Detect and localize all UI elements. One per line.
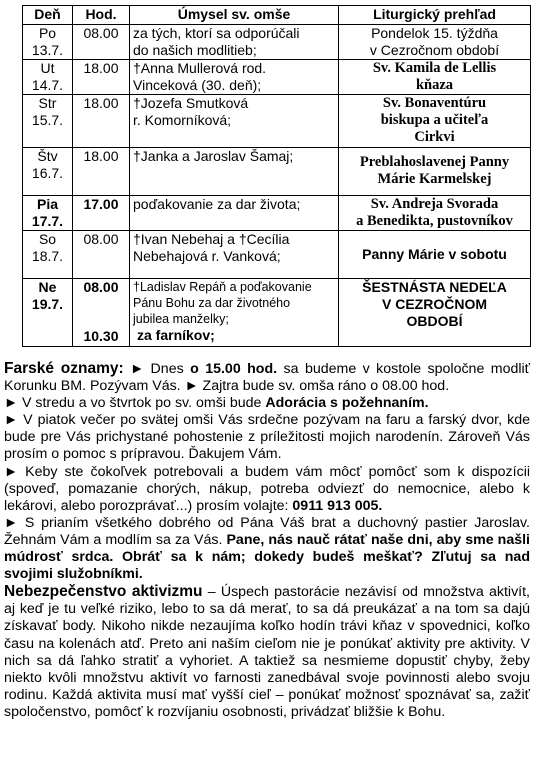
announcements-section xyxy=(4,360,530,721)
article-paragraph xyxy=(4,583,530,721)
liturgy-cell: Sv. Kamila de Lellis kňaza xyxy=(339,60,531,95)
text-span: ► Dnes xyxy=(123,361,191,377)
text-span: Adorácia s požehnaním. xyxy=(265,395,429,412)
table-row xyxy=(23,231,531,279)
liturgy-cell: Sv. Bonaventúru biskupa a učiteľa Cirkvi xyxy=(339,95,531,148)
intent-second: za farníkov; xyxy=(137,327,215,343)
header-day: Deň xyxy=(23,6,73,25)
liturgy-cell: Pondelok 15. týždňa v Cezročnom období xyxy=(339,25,531,60)
text-span: Pane, nás nauč rátať naše dni, aby sme našli múdrosť srdca. Obráť sa k nám; dokedy budeš meškať? Zľutuj sa nad svojimi služobníkmi. xyxy=(4,531,530,583)
intent-first: †Ladislav Repáň a poďakovanie Pánu Bohu za dar životného jubilea manželky; xyxy=(133,280,312,326)
announcement-p1 xyxy=(4,360,530,395)
mass-schedule-table xyxy=(22,5,531,347)
hour-cell: 17.00 xyxy=(73,196,130,231)
hour-cell xyxy=(73,279,130,347)
day-cell: Po 13.7. xyxy=(23,25,73,60)
hour-cell: 08.00 xyxy=(73,25,130,60)
liturgy-cell: Preblahoslavenej Panny Márie Karmelskej xyxy=(339,148,531,196)
table-row xyxy=(23,95,531,148)
day-cell: Ut 14.7. xyxy=(23,60,73,95)
text-span: ► V stredu a vo štvrtok po sv. omši bude xyxy=(4,395,266,412)
intent-cell: †Ivan Nebehaj a †Cecília Nebehajová r. Vanková; xyxy=(130,231,339,279)
hour-cell: 18.00 xyxy=(73,95,130,148)
table-row xyxy=(23,279,531,347)
announcement-p2 xyxy=(4,395,530,412)
announcement-p4 xyxy=(4,464,530,515)
text-span: ► Keby ste čokoľvek potrebovali a budem vám môcť pomôcť som k dispozícii (spoveď, pomazanie chorých, nákup, potreba odviezť do nemocnice, alebo k lekárovi, alebo porozprávať...) prosím volajte: xyxy=(4,463,530,514)
table-header-row xyxy=(23,6,531,25)
header-hour: Hod. xyxy=(73,6,130,25)
announcements-heading: Farské oznamy: xyxy=(4,360,124,377)
intent-cell: poďakovanie za dar života; xyxy=(130,196,339,231)
liturgy-cell: Sv. Andreja Svorada a Benedikta, pustovníkov xyxy=(339,196,531,231)
text-span: o 15.00 hod. xyxy=(190,361,278,377)
intent-cell: za tých, ktorí sa odporúčali do našich modlitieb; xyxy=(130,25,339,60)
article-heading: Nebezpečenstvo aktivizmu xyxy=(4,583,203,601)
day-cell: So 18.7. xyxy=(23,231,73,279)
table-row xyxy=(23,25,531,60)
day-cell: Štv 16.7. xyxy=(23,148,73,196)
liturgy-cell: Panny Márie v sobotu xyxy=(339,231,531,279)
text-span: – Úspech pastorácie nezávisí od množstva aktivít, aj keď je tu veľké riziko, lebo to sa dá merať, to sa dá preukázať a na tom sa dajú získavať body. Nikoho nikde nezaujíma koľko hodín trávi kňaz v spovednici, koľko času na kolenách atď. Preto ani naším cieľom nie je ponúkať aktivity pre aktivity. V nich sa dá ľahko stratiť a vyhoriet. A taktiež sa nesmieme dopustiť chyby, žeby niekto kvôli množstvu aktivít vo farnosti zanedbával svoje povinnosti alebo svoju rodinu. Každá aktivita musí mať vyšší cieľ – ponúkať možnosť spoznávať sa, zažiť spoločenstvo, pomôcť k rozvíjaniu osobnosti, privádzať bližšie k Bohu. xyxy=(4,584,530,720)
day-cell: Pia 17.7. xyxy=(23,196,73,231)
intent-cell: †Jozefa Smutková r. Komorníková; xyxy=(130,95,339,148)
text-span: ► S prianím všetkého dobrého od Pána Váš brat a duchovný pastier Jaroslav. Žehnám Vám a modlím sa za Vás. xyxy=(4,514,530,548)
hour-cell: 08.00 xyxy=(73,231,130,279)
intent-cell: †Janka a Jaroslav Šamaj; xyxy=(130,148,339,196)
day-cell: Str 15.7. xyxy=(23,95,73,148)
hour-second: 10.30 xyxy=(83,328,119,344)
intent-cell: †Anna Mullerová rod. Vinceková (30. deň); xyxy=(130,60,339,95)
announcement-p3: ► V piatok večer po svätej omši Vás srdečne pozývam na faru a farský dvor, kde bude pre Vás prichystané pohostenie z príležitosti mojich narodenín. Zároveň Vás prosím o pomoc s prípravou. Ďakujem Vám. xyxy=(4,412,530,463)
table-row xyxy=(23,196,531,231)
hour-cell: 18.00 xyxy=(73,148,130,196)
day-cell: Ne 19.7. xyxy=(23,279,73,347)
header-intent: Úmysel sv. omše xyxy=(130,6,339,25)
announcement-p5 xyxy=(4,515,530,583)
intent-cell xyxy=(130,279,339,347)
text-span: sa budeme v kostole spoločne modliť Korunku BM. Pozývam Vás. ► Zajtra bude sv. omša ráno o 08.00 hod. xyxy=(4,361,530,395)
table-row xyxy=(23,60,531,95)
hour-first: 08.00 xyxy=(83,279,119,295)
text-span: 0911 913 005. xyxy=(292,497,383,514)
liturgy-cell: ŠESTNÁSTA NEDEĽA V CEZROČNOM OBDOBÍ xyxy=(339,279,531,347)
hour-cell: 18.00 xyxy=(73,60,130,95)
header-liturgy: Liturgický prehľad xyxy=(339,6,531,25)
table-row xyxy=(23,148,531,196)
